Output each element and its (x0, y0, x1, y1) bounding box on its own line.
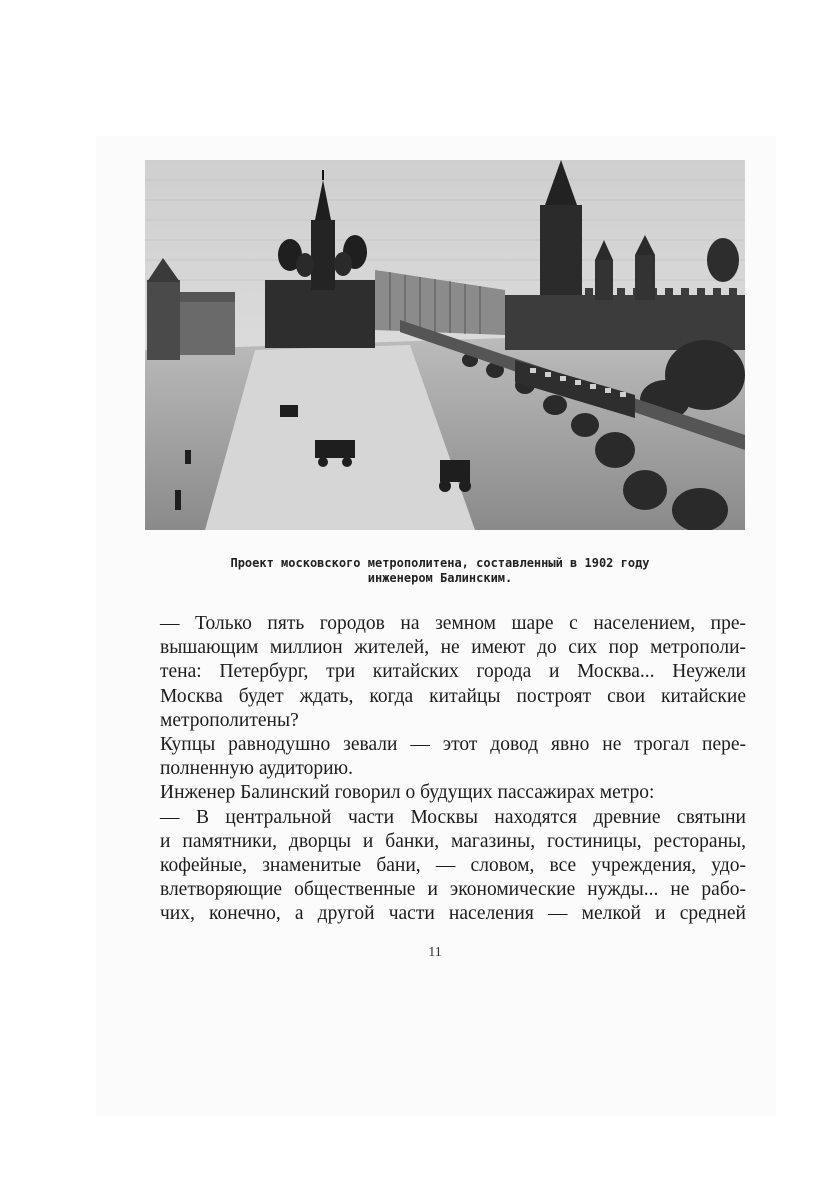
text-line: — В центральной части Москвы находятся древние святыни (160, 806, 746, 828)
page-number: 11 (428, 945, 442, 960)
caption-line: инженером Балинским. (367, 571, 513, 585)
caption-line: Проект московского метрополитена, составленный в 1902 году (230, 556, 650, 570)
text-line: вышающим миллион жителей, не имеют до сих пор метрополи- (160, 637, 746, 659)
text-line: Инженер Балинский говорил о будущих пассажирах метро: (160, 782, 655, 804)
text-line: кофейные, знаменитые бани, — словом, все учреждения, удо- (160, 854, 746, 876)
text-line: Москва будет ждать, когда китайцы построят свои китайские (160, 685, 746, 707)
text-line: и памятники, дворцы и банки, магазины, гостиницы, рестораны, (160, 830, 746, 852)
text-line: чих, конечно, а другой части населения — мелкой и средней (160, 903, 746, 925)
text-line: полненную аудиторию. (160, 758, 354, 780)
text-line: тена: Петербург, три китайских города и Москва... Неужели (160, 661, 746, 683)
text-line: метрополитены? (160, 709, 299, 731)
text-line: Купцы равнодушно зевали — этот довод явно не трогал пере- (160, 733, 746, 755)
moscow-metro-project-illustration (145, 160, 745, 530)
text-line: влетворяющие общественные и экономические нужды... не рабо- (160, 879, 746, 901)
figure-caption (140, 556, 740, 586)
body-text (160, 612, 746, 926)
text-line: — Только пять городов на земном шаре с населением, пре- (160, 613, 746, 634)
